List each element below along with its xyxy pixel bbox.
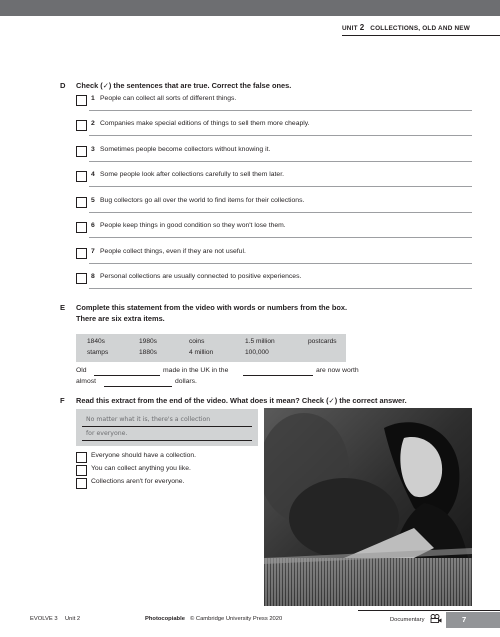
footer-section: Documentary [390,617,425,623]
section-d-instruction: Check (✓) the sentences that are true. Correct the false ones. [76,81,292,90]
page-number: 7 [462,615,467,624]
option-text: You can collect anything you like. [91,465,191,472]
option-2 [76,465,256,477]
checkbox-f2[interactable] [76,465,87,476]
checkbox-d6[interactable] [76,222,87,233]
answer-line[interactable] [89,263,472,264]
list-item-d8 [76,272,472,288]
option-text: Everyone should have a collection. [91,452,197,459]
section-e-instruction-2: There are six extra items. [76,314,165,323]
list-item-d2 [76,119,472,135]
checkbox-d4[interactable] [76,171,87,182]
item-number: 2 [91,120,95,127]
answer-line[interactable] [89,161,472,162]
answer-line[interactable] [89,237,472,238]
section-d-letter: D [60,81,66,90]
option-text: Collections aren't for everyone. [91,478,185,485]
section-f-letter: F [60,396,65,405]
checkbox-d3[interactable] [76,146,87,157]
footer-book: EVOLVE 3 [30,616,58,622]
item-number: 1 [91,95,95,102]
checkbox-d1[interactable] [76,95,87,106]
answer-blank-3[interactable] [104,386,172,387]
section-e-instruction-1: Complete this statement from the video with words or numbers from the box. [76,303,348,312]
extract-line-1: No matter what it is, there's a collection [86,416,211,423]
sentence-part: Old [76,367,87,374]
item-text: Some people look after collections carefully to sell them later. [100,171,284,178]
item-number: 5 [91,197,95,204]
list-item-d4 [76,170,472,186]
extract-rule [82,440,252,441]
unit-number: 2 [359,23,365,32]
extract-line-2: for everyone. [86,430,128,437]
unit-header [342,23,470,32]
footer-photocopiable: Photocopiable [145,616,185,622]
item-text: Bug collectors go all over the world to find items for their collections. [100,197,305,204]
item-number: 7 [91,248,95,255]
word-box-item: stamps [87,349,109,356]
unit-title: COLLECTIONS, OLD AND NEW [370,25,470,32]
word-box-item: coins [189,338,205,345]
answer-line[interactable] [89,288,472,289]
item-text: Personal collections are usually connected to positive experiences. [100,273,302,280]
item-text: Sometimes people become collectors without knowing it. [100,146,271,153]
item-text: People keep things in good condition so they won't lose them. [100,222,286,229]
word-box-item: 1.5 million [245,338,275,345]
answer-line[interactable] [89,186,472,187]
list-item-d7 [76,247,472,263]
sentence-part: are now worth [316,367,359,374]
item-text: People collect things, even if they are not useful. [100,248,246,255]
photo-illustration [264,408,472,606]
item-number: 8 [91,273,95,280]
word-box [76,334,346,362]
sentence-part: almost [76,378,97,385]
section-e-letter: E [60,303,66,312]
item-text: Companies make special editions of things to sell them more cheaply. [100,120,310,127]
checkbox-d7[interactable] [76,248,87,259]
list-item-d1 [76,94,472,110]
answer-line[interactable] [89,110,472,111]
header-rule [342,35,500,36]
extract-box [76,409,258,446]
word-box-item: 100,000 [245,349,269,356]
word-box-item: 1980s [139,338,157,345]
sentence-part: made in the UK in the [163,367,229,374]
unit-label: UNIT [341,25,358,32]
checkbox-d2[interactable] [76,120,87,131]
list-item-d5 [76,196,472,212]
item-number: 6 [91,222,95,229]
checkbox-d8[interactable] [76,273,87,284]
answer-line[interactable] [89,212,472,213]
documentary-photo [264,408,472,606]
word-box-item: 1840s [87,338,105,345]
word-box-item: 4 million [189,349,214,356]
answer-blank-1[interactable] [94,375,160,376]
section-f-instruction: Read this extract from the end of the video. What does it mean? Check (✓) the correct answer. [76,396,407,405]
item-number: 4 [91,171,95,178]
option-3 [76,478,256,490]
list-item-d6 [76,221,472,237]
footer-unit: Unit 2 [65,616,81,622]
sentence-part: dollars. [175,378,197,385]
list-item-d3 [76,145,472,161]
footer-rule [358,610,500,611]
word-box-item: 1880s [139,349,157,356]
checkbox-f1[interactable] [76,452,87,463]
checkbox-d5[interactable] [76,197,87,208]
extract-rule [82,426,252,427]
word-box-item: postcards [308,338,337,345]
answer-blank-2[interactable] [243,375,313,376]
option-1 [76,452,256,464]
footer-copyright: © Cambridge University Press 2020 [190,616,283,622]
item-text: People can collect all sorts of different things. [100,95,237,102]
checkbox-f3[interactable] [76,478,87,489]
video-camera-icon [430,614,442,625]
page-number-tab [446,612,500,628]
answer-line[interactable] [89,135,472,136]
top-bar [0,0,500,16]
item-number: 3 [91,146,95,153]
